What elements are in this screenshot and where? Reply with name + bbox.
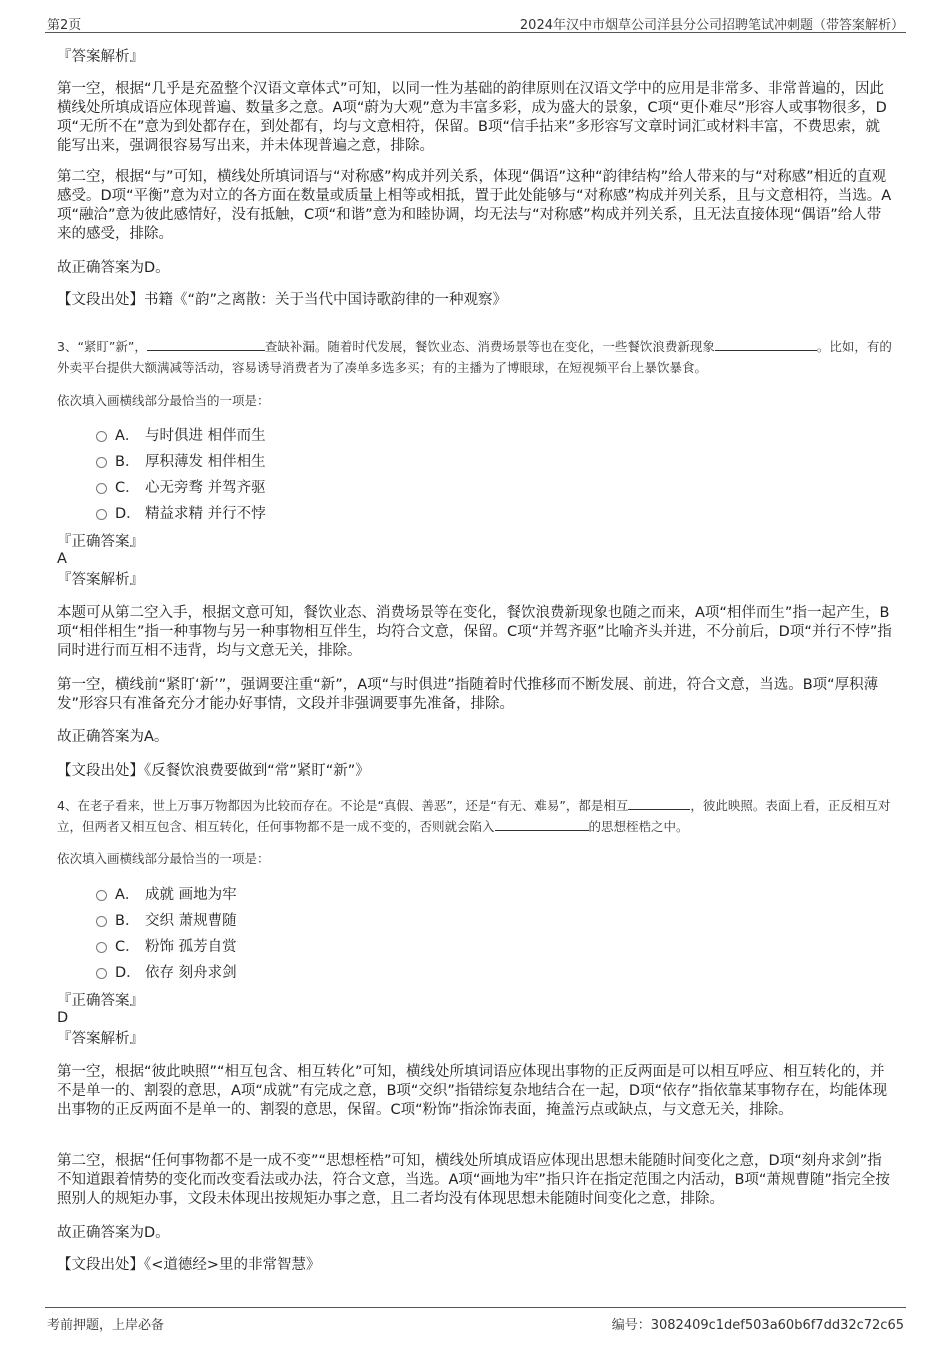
q4-analysis-para2: 第二空，根据“任何事物都不是一成不变”“思想桎梏”可知，横线处所填成语应体现出思想未能随时间变化之意，D项“刻舟求剑”指不知道跟着情势的变化而改变看法或办法，符合文意，当选。A项“画地为牢”指只许在指定范围之内活动，B项“萧规曹随”指完全按照别人的规矩办事，文段未体现出按规矩办事之意，且二者均没有体现思想未能随时间变化之意，排除。 — [57, 1153, 890, 1207]
q2-conclusion: 故正确答案为D。 — [57, 260, 170, 276]
option-text: 交织 萧规曹随 — [145, 913, 237, 929]
q3-stem-part3: 。比如，有的外卖平台提供大额满减等活动，容易诱导消费者为了凑单多选多买；有的主播为了博眼球，在短视频平台上暴饮暴食。 — [57, 339, 892, 375]
radio-icon[interactable] — [96, 968, 107, 979]
option-letter: A． — [115, 428, 140, 444]
q3-option-a[interactable] — [96, 427, 266, 445]
q3-option-c[interactable] — [96, 479, 266, 497]
q3-conclusion: 故正确答案为A。 — [57, 729, 169, 745]
q3-answer: A — [57, 551, 67, 567]
q3-blank-2 — [715, 336, 817, 351]
option-text: 厚积薄发 相伴相生 — [145, 454, 266, 470]
q3-stem-part2: 查缺补漏。随着时代发展，餐饮业态、消费场景等也在变化，一些餐饮浪费新现象 — [264, 339, 715, 354]
q3-analysis-para2: 第一空，横线前“紧盯‘新’”，强调要注重“新”，A项“与时俱进”指随着时代推移而不断发展、前进，符合文意，当选。B项“厚积薄发”形容只有准备充分才能办好事情，文段并非强调要事先准备，排除。 — [57, 677, 879, 712]
document-code: 编号：3082409c1def503a60b6f7dd32c72c65 — [611, 1318, 904, 1333]
q3-stem — [57, 336, 892, 378]
q4-stem-part3: 的思想桎梏之中。 — [588, 819, 689, 834]
q4-stem-part2: ，彼此映照。表面上看，正反相互对立，但两者又相互包含、相互转化，任何事物都不是一成不变的，否则就会陷入 — [57, 798, 891, 834]
q4-analysis-label: 『答案解析』 — [57, 1031, 144, 1047]
q3-option-b[interactable] — [96, 453, 266, 471]
page-footer — [45, 1307, 906, 1334]
option-letter: B． — [115, 454, 140, 470]
option-text: 心无旁骛 并驾齐驱 — [145, 480, 266, 496]
option-text: 成就 画地为牢 — [145, 887, 237, 903]
radio-icon[interactable] — [96, 457, 107, 468]
radio-icon[interactable] — [96, 509, 107, 520]
radio-icon[interactable] — [96, 483, 107, 494]
radio-icon[interactable] — [96, 431, 107, 442]
q4-source: 【文段出处】《<道德经>里的非常智慧》 — [57, 1257, 321, 1273]
option-letter: A． — [115, 887, 140, 903]
page-header — [45, 12, 906, 33]
q4-option-c[interactable] — [96, 938, 237, 956]
option-text: 依存 刻舟求剑 — [145, 965, 237, 981]
q4-conclusion: 故正确答案为D。 — [57, 1225, 170, 1241]
q4-analysis-para1: 第一空，根据“彼此映照”“相互包含、相互转化”可知，横线处所填词语应体现出事物的正反两面是可以相互呼应、相互转化的，并不是单一的、割裂的意思，A项“成就”有完成之意，B项“交织”指错综复杂地结合在一起，D项“依存”指依靠某事物存在，均能体现出事物的正反两面不是单一的、割裂的意思，保留。C项“粉饰”指涂饰表面，掩盖污点或缺点，与文意无关，排除。 — [57, 1064, 888, 1118]
q3-source: 【文段出处】《反餐饮浪费要做到“常”紧盯“新”》 — [57, 763, 370, 779]
q4-blank-2 — [495, 816, 589, 831]
q3-instruction: 依次填入画横线部分最恰当的一项是： — [57, 393, 270, 408]
q4-option-a[interactable] — [96, 886, 237, 904]
q3-analysis-label: 『答案解析』 — [57, 572, 144, 588]
q2-analysis-para1: 第一空，根据“几乎是充盈整个汉语文章体式”可知，以同一性为基础的韵律原则在汉语文学中的应用是非常多、非常普遍的，因此横线处所填成语应体现普遍、数量多之意。A项“蔚为大观”意为丰富多彩，成为盛大的景象，C项“更仆难尽”形容人或事物很多，D项“无所不在”意为到处都存在，到处都有，均与文意相符，保留。B项“信手拈来”多形容写文章时词汇或材料丰富，不费思索，就能写出来，强调很容易写出来，并未体现普遍之意，排除。 — [57, 81, 887, 154]
document-title: 2024年汉中市烟草公司洋县分公司招聘笔试冲刺题（带答案解析） — [519, 18, 904, 33]
option-letter: D． — [115, 506, 141, 522]
q4-instruction: 依次填入画横线部分最恰当的一项是： — [57, 851, 270, 866]
q3-stem-part1: 3、“紧盯”新”， — [57, 339, 147, 354]
page-number: 第2页 — [47, 18, 82, 33]
option-text: 精益求精 并行不悖 — [145, 506, 266, 522]
q2-source: 【文段出处】书籍《“韵”之离散：关于当代中国诗歌韵律的一种观察》 — [57, 292, 508, 308]
radio-icon[interactable] — [96, 916, 107, 927]
q2-analysis-para2: 第二空，根据“与”可知，横线处所填词语与“对称感”构成并列关系，体现“偶语”这种“韵律结构”给人带来的与“对称感”相近的直观感受。D项“平衡”意为对立的各方面在数量或质量上相等或相抵，置于此处能够与“对称感”构成并列关系，且与文意相符，当选。A项“融洽”意为彼此感情好，没有抵触，C项“和谐”意为和睦协调，均无法与“对称感”构成并列关系，且无法直接体现“偶语”给人带来的感受，排除。 — [57, 169, 892, 242]
q4-answer: D — [57, 1010, 69, 1026]
option-letter: C． — [115, 939, 140, 955]
q4-correct-label: 『正确答案』 — [57, 993, 144, 1009]
q4-stem — [57, 795, 892, 837]
option-text: 与时俱进 相伴而生 — [145, 428, 266, 444]
q3-blank-1 — [147, 336, 265, 351]
option-text: 粉饰 孤芳自赏 — [145, 939, 237, 955]
q2-analysis-label: 『答案解析』 — [57, 49, 144, 65]
option-letter: D． — [115, 965, 141, 981]
q3-option-d[interactable] — [96, 505, 266, 523]
option-letter: C． — [115, 480, 140, 496]
q4-option-d[interactable] — [96, 964, 237, 982]
radio-icon[interactable] — [96, 890, 107, 901]
radio-icon[interactable] — [96, 942, 107, 953]
q4-option-b[interactable] — [96, 912, 237, 930]
option-letter: B． — [115, 913, 140, 929]
q3-analysis-para1: 本题可从第二空入手，根据文意可知，餐饮业态、消费场景等在变化，餐饮浪费新现象也随之而来，A项“相伴而生”指一起产生，B项“相伴相生”指一种事物与另一种事物相互伴生，均符合文意，保留。C项“并驾齐驱”比喻齐头并进，不分前后，D项“并行不悖”指同时进行而互相不违背，均与文意无关，排除。 — [57, 605, 892, 659]
q4-stem-part1: 4、在老子看来，世上万事万物都因为比较而存在。不论是“真假、善恶”，还是“有无、难易”，都是相互 — [57, 798, 629, 813]
q3-correct-label: 『正确答案』 — [57, 534, 144, 550]
footer-slogan: 考前押题，上岸必备 — [47, 1318, 165, 1333]
q4-blank-1 — [628, 795, 690, 810]
